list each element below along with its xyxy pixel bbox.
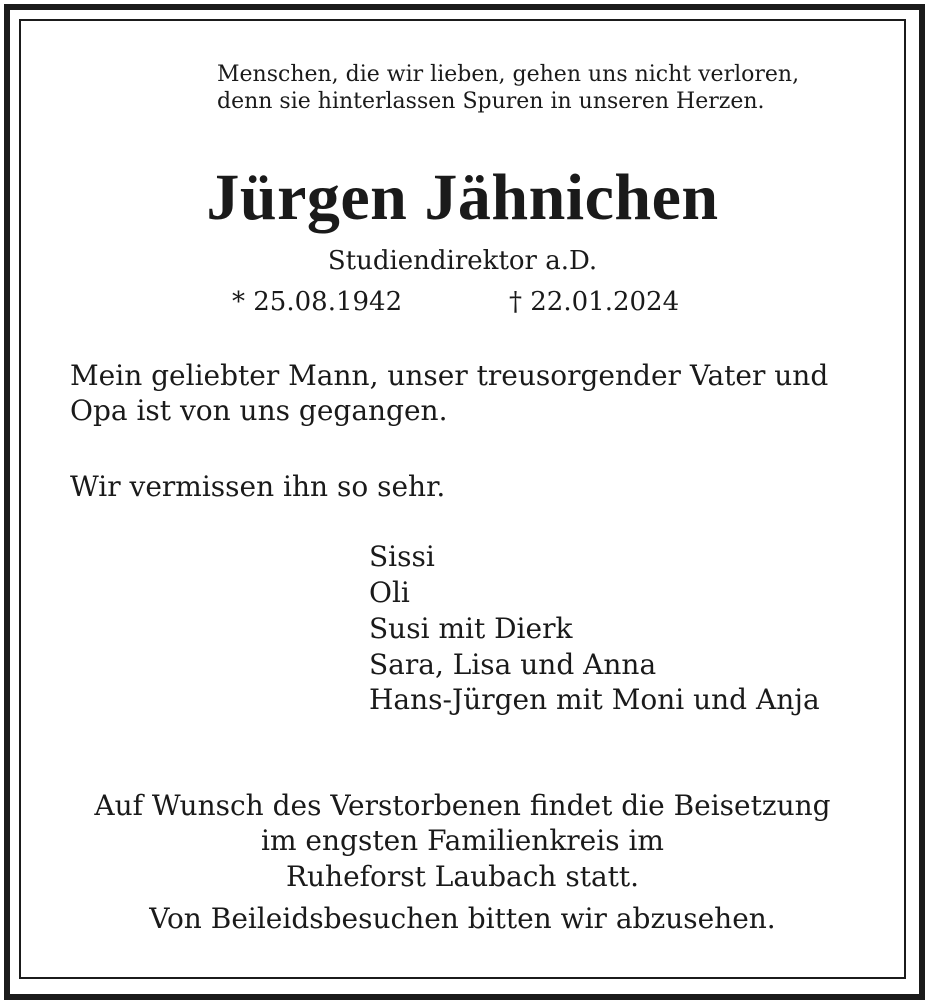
quote-line-2: denn sie hinterlassen Spuren in unseren Herzen. [217,89,765,114]
mourner-1: Sissi [369,540,435,573]
deceased-name: Jürgen Jähnichen [206,161,719,234]
message-line-2: Opa ist von uns gegangen. [70,394,448,427]
deceased-title: Studiendirektor a.D. [327,246,598,276]
mourner-2: Oli [369,576,410,609]
notice-line-3: Ruheforst Laubach statt. [285,860,640,893]
mourner-3: Susi mit Dierk [369,612,573,645]
message-line-3: Wir vermissen ihn so sehr. [70,470,446,503]
mourner-5: Hans-Jürgen mit Moni und Anja [369,683,820,716]
quote-line-1: Menschen, die wir lieben, gehen uns nicht verloren, [217,62,800,87]
death-date: † 22.01.2024 [509,287,680,317]
message-line-1: Mein geliebter Mann, unser treusorgender Vater und [70,359,829,392]
mourner-4: Sara, Lisa und Anna [369,648,657,681]
notice-line-2: im engsten Familienkreis im [261,824,664,857]
notice-line-1: Auf Wunsch des Verstorbenen findet die Beisetzung [94,789,831,822]
notice-line-4: Von Beileidsbesuchen bitten wir abzusehen. [149,902,776,935]
birth-date: * 25.08.1942 [232,287,403,317]
